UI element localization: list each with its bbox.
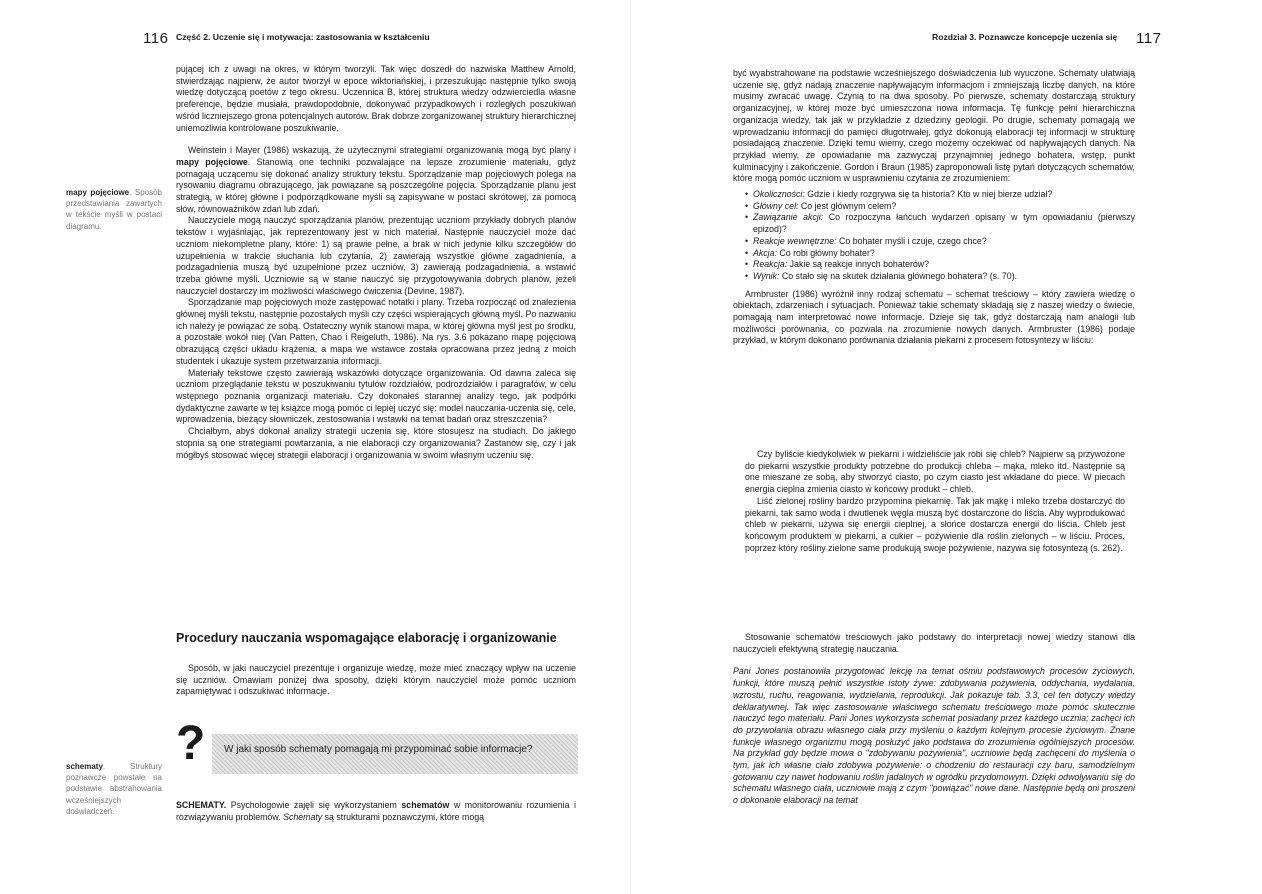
list-item: • Główny cel: Co jest głównym celem? — [745, 201, 1135, 213]
question-text: W jaki sposób schematy pomagają mi przypominać sobie informacje? — [224, 744, 533, 755]
left-column-upper — [176, 64, 576, 461]
paragraph: Sposób, w jaki nauczyciel prezentuje i organizuje wiedzę, może mieć znaczący wpływ na uczenie się uczniów. Omawiam poniżej dwa sposoby, dzięki którym nauczyciel może pomóc uczniom zapamiętywać i odszukiwać informacje. — [176, 663, 576, 697]
right-column-lower — [733, 632, 1135, 807]
paragraph: być wyabstrahowane na podstawie wcześniejszego doświadczenia lub wyuczone. Schematy ułatwiają uczenie się, gdyż nadają znaczenie napływającym informacjom i zmniejszają liczbę danych, na które musimy zwracać uwagę. Czynią to na dwa sposoby. Po pierwsze, schematy dostarczają struktury organizacyjnej, w której może być umieszczona nowa informacja. Tę funkcję pełni hierarchiczna organizacja wiedzy, tak jak w przykładzie z dziedziny geologii. Po drugie, schematy pomagają we wprowadzaniu informacji do pamięci długotrwałej, gdyż dokonują elaboracji tej informacji w strukturę posiadającą znaczenie. Dzięki temu wiemy, czego możemy oczekiwać od napływających danych. Na przykład wiemy, że opowiadanie ma zazwyczaj przynajmniej jednego bohatera, wstęp, punkt kulminacyjny i zakończenie. Gordon i Braun (1985) zaproponowali listę pytań dotyczących schematów, które mogą pomóc uczniom w usprawnieniu czytania ze zrozumieniem: — [733, 68, 1135, 184]
list-item: • Reakcja: Jakie są reakcje innych bohaterów? — [745, 259, 1135, 271]
list-item: • Okoliczności: Gdzie i kiedy rozgrywa się ta historia? Kto w niej bierze udział? — [745, 189, 1135, 201]
paragraph: Chciałbym, abyś dokonał analizy strategii uczenia się, które stosujesz na studiach. Do jakiego stopnia są one strategiami powtarzania, a nie elaboracji czy organizowania? Zastanów się, czy i jak mógłbyś stosować więcej strategii elaboracji i organizowania w swoim własnym uczeniu się. — [176, 426, 576, 460]
margin-term: mapy pojęciowe — [66, 188, 130, 197]
block-quote — [745, 449, 1125, 554]
paragraph: Stosowanie schematów treściowych jako podstawy do interpretacji nowej wiedzy stanowi dla nauczycieli efektywną strategię nauczania. — [733, 632, 1135, 654]
page-number-right: 117 — [1136, 30, 1162, 47]
paragraph: SCHEMATY. Psychologowie zajęli się wykorzystaniem schematów w monitorowaniu rozumienia i rozwiązywaniu problemów. Schematy są strukturami poznawczymi, które mogą — [176, 800, 577, 822]
paragraph: Sporządzanie map pojęciowych może zastępować notatki i plany. Trzeba rozpocząć od znalezienia głównej myśli tekstu, następnie pozostałych myśli czy części wspierających główną myśl. Po nazwaniu ich należy je powiązać ze sobą. Ostateczny wynik stanowi mapa, w której główna myśl jest po środku, a pozostałe wokół niej (Van Patten, Chao i Reigeluth, 1986). Na rys. 3.6 pokazano mapę pojęciową obrazującą części układu krążenia, a mapa we wstawce została opracowana przez jedną z moich studentek i ukazuje system przetwarzania informacji. — [176, 297, 576, 366]
page-number-left: 116 — [143, 30, 169, 47]
quote-paragraph: Liść zielonej rośliny bardzo przypomina piekarnię. Tak jak mąkę i mleko trzeba dostarczyć do piekarni, tak samo woda i dwutlenek węgla muszą być dostarczone do liścia. Aby wyprodukować chleb w piekarni, używa się energii cieplnej, a słońce dostarcza energii do liścia. Chleb jest końcowym produktem w piekarni, a cukier – pożywienie dla roślin zielonych – w liściu. Proces, poprzez który rośliny zielone same produkują swoje pożywienie, nazywa się fotosyntezą (s. 262). — [745, 495, 1125, 553]
section-heading: Procedury nauczania wspomagające elaborację i organizowanie — [176, 631, 557, 645]
list-item: • Wynik: Co stało się na skutek działania głównego bohatera? (s. 70). — [745, 271, 1135, 283]
right-column-upper — [733, 68, 1135, 347]
running-head-left: Część 2. Uczenie się i motywacja: zastosowania w kształceniu — [176, 32, 430, 42]
margin-definition: . Struktury poznawcze powstałe na podstawie abstrahowania wcześniejszych doświadczeń. — [66, 762, 162, 816]
right-page — [631, 0, 1262, 894]
question-mark-icon: ? — [176, 717, 206, 770]
running-head-right: Rozdział 3. Poznawcze koncepcje uczenia się — [932, 32, 1118, 42]
quote-paragraph: Czy byliście kiedykolwiek w piekarni i widzieliście jak robi się chleb? Najpierw są przywożone do piekarni wszystkie produkty potrzebne do produkcji chleba – mąka, mleko itd. Następnie są one mieszane ze sobą, aby stworzyć ciasto, po czym ciasto jest wkładane do piece. W piecach energia cieplna zmienia ciasto w końcowy produkt – chleb. — [745, 449, 1125, 495]
left-column-lower — [176, 663, 576, 698]
paragraph-lead: SCHEMATY. — [176, 800, 227, 810]
paragraph: Materiały tekstowe często zawierają wskazówki dotyczące organizowania. Od dawna zaleca się uczniom przeglądanie tekstu w poszukiwaniu tytułów rozdziałów, podrozdziałów i paragrafów, w celu wstępnego poznania organizacji materiału. Czy dokonałeś starannej analizy tego, jak podpórki dydaktyczne zawarte w tej książce mogą pomóc ci lepiej uczyć się: model nauczania-uczenia się, cele, wprowadzenia, bieżący słowniczek, zestosowania i wstawki na temat badań oraz streszczenia? — [176, 367, 576, 425]
list-item: • Zawiązanie akcji: Co rozpoczyna łańcuch wydarzeń opisany w tym opowiadaniu (pierwszy epizod)? — [745, 212, 1135, 235]
paragraph: Weinstein i Mayer (1986) wskazują, że użytecznymi strategiami organizowania mogą być plany i mapy pojęciowe. Stanowią one techniki pozwalające na lepsze zrozumienie materiału, gdyż pomagają uczącemu się dokonać analizy struktury tekstu. Sporządzanie map pojęciowych polega na rysowaniu diagramu obrazującego, jak powiązane są poszczególne pojęcia. Sporządzanie planu jest strategią, w której główne i podporządkowane myśli są zapisywane w postaci skrótowej, za pomocą słów, równoważników zdań lub zdań. — [176, 145, 577, 214]
margin-term: schematy — [66, 762, 103, 771]
paragraph: Nauczyciele mogą nauczyć sporządzania planów, prezentując uczniom przykłady dobrych planów tekstów i wyjaśniając, jak reprezentowany jest w nich materiał. Następnie nauczyciel może dać uczniom niekompletne plany, które: 1) są prawie pełne, a brak w nich jedynie kilku szczegółów do uzupełnienia w trakcie słuchania lub czytania, 2) zawierają wszystkie główne zagadnienia, a podzagadnienia muszą być uzupełnione przez uczniów, 3) zawierają podzagadnienia, a wstawić trzeba główne myśli. Uczniowie są w stanie nauczyć się przygotowywania dobrych planów, jeżeli nauczyciel dostarczy im możliwości właściwego ćwiczenia (Devine, 1987). — [176, 215, 576, 296]
left-column-bottom — [176, 800, 576, 823]
classroom-example: Pani Jones postanowiła przygotować lekcję na temat ośmiu podstawowych procesów życiowych, funkcji, które muszą pełnić wszystkie istoty żywe: zdobywania pożywienia, oddychania, wydalania, wzrostu, ruchu, reagowania, wydzielania, reprodukcji. Jak pokazuje tab. 3.3, cel ten dotyczy wiedzy deklaratywnej. Tak więc zastosowanie właściwego schematu treściowego może pomóc skutecznie nauczyć tego materiału. Pani Jones wykorzysta schemat posiadany przez każdego ucznia; zachęci ich do przywołania obrazu własnego ciała przy myśleniu o każdym kolejnym procesie życiowym. Znane funkcje własnego organizmu mogą posłużyć jako podstawa do zrozumienia ogólniejszych procesów. Na przykład gdy będzie mowa o "zdobywaniu pożywienia", uczniowie będą zachęceni do myślenia o tym, jak ich własne ciało zdobywa pożywienie: o chodzeniu do restauracji czy baru, samodzielnym gotowaniu czy nawet hodowaniu roślin jadalnych w ogródku przydomowym. Dzięki odwoływaniu się do schematu własnego ciała, uczniowie mają z czym "powiązać" nowe dane. Następnie będą oni proszeni o dokonanie elaboracji na temat — [733, 666, 1135, 806]
key-term: mapy pojęciowe — [176, 156, 248, 167]
schema-question-list — [745, 189, 1135, 283]
margin-note-schemas — [66, 761, 162, 817]
key-term: schematów — [401, 800, 450, 810]
question-box — [176, 717, 576, 780]
list-item: • Reakcje wewnętrzne: Co bohater myśli i czuje, czego chce? — [745, 236, 1135, 248]
list-item: • Akcja: Co robi główny bohater? — [745, 248, 1135, 260]
margin-definition: . Sposób przedstawiania zawartych w tekście myśli w postaci diagramu. — [66, 188, 162, 231]
paragraph: Armbruster (1986) wyróżnił inny rodzaj schematu – schemat treściowy – który zawiera wiedzę o obiektach, zdarzeniach i sytuacjach. Ponieważ takie schematy składają się z naszej wiedzy o świecie, pomagają nam interpretować nowe informacje. Dzieje się tak, gdyż dostarczają nam analogii lub możliwości porównania, co pozwala na zrozumienie nowych danych. Armbruster (1986) podaje przykład, w którym dokonano porównania działania piekarni z procesem fotosyntezy w liściu: — [733, 288, 1135, 346]
paragraph: pującej ich z uwagi na okres, w którym tworzyli. Tak więc doszedł do nazwiska Matthew Arnold, stwierdzając najpierw, że autor tworzył w epoce wiktoriańskiej, i przeszukując następnie tylko swoją wiedzę dotyczącą poetów z tego okresu. Uczennica B, której struktura wiedzy odzwierciedla własne preferencje, będzie musiała, prawdopodobnie, dokonywać przypadkowych i rozległych poszukiwań wśród liczniejszego grona potencjalnych autorów. Brak dobrze zorganizowanej struktury hierarchicznej uniemożliwia kontrolowane poszukiwanie. — [176, 64, 576, 133]
margin-note-concept-maps — [66, 187, 162, 232]
